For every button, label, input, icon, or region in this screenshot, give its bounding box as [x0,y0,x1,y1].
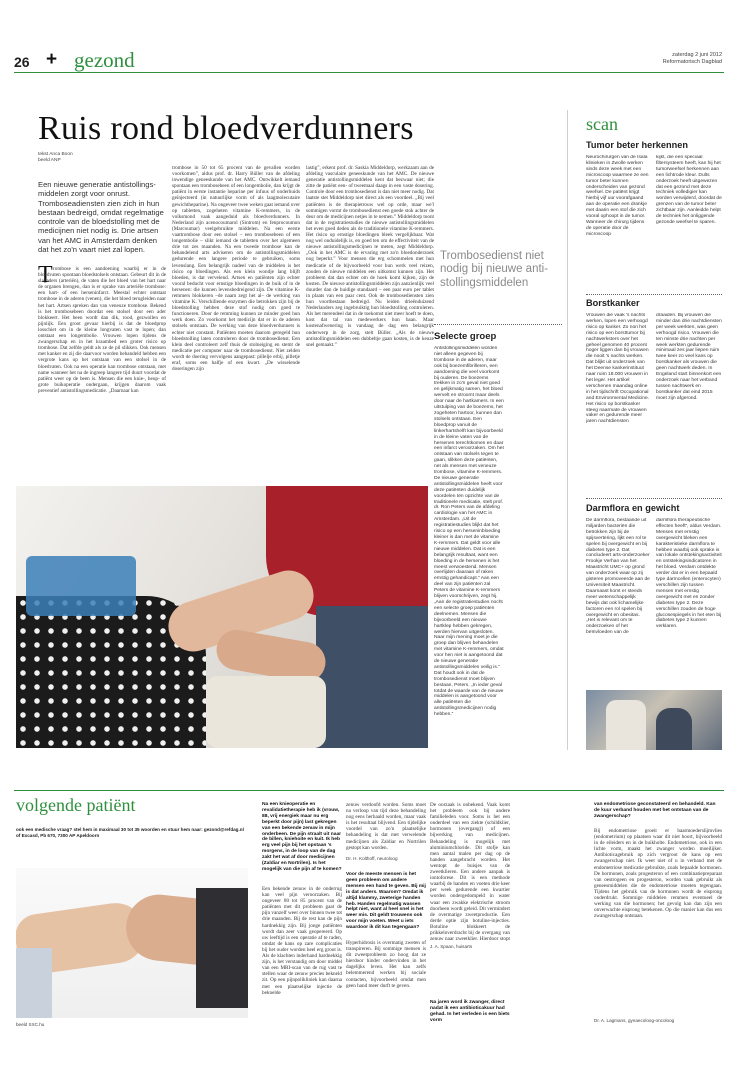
borstkanker-title: Borstkanker [586,298,640,308]
main-photo [16,486,428,748]
body-column-3 [306,165,434,465]
borstkanker-rule [586,294,722,295]
tumor-col-2 [656,155,722,285]
darmflora-col-1-text: De darmflora, bestaande uit miljarden bacteriën die betrokken zijn bij de spijsvertering, lijkt een rol te spelen bij overgewicht en bij diabetes type 2. Dat concludeert arts-onderzoeker Frookje Verhan van het Maastricht UMC+ op grond van onderzoek waar op zij gisteren promoveerde aan de Universiteit Maastricht. Daarnaast komt er steeds meer wetenschappelijk bewijs dat ook lichamelijke factoren een rol spelen bij overgewicht en obesitas. „Het is relevant om te onderzoeken of het beïnvloeden van de [586,518,650,636]
body-column-1-text: rombose is een aandoening waarbij er in de bloedvaten spontaan bloedstolsels ontstaan. Gebeurt dit in de slagaders (arteriën), de vaten die het bloed van het hart naar de organen brengen, dan is er sprake van arteriële trombose: een hart- of een herseninfarct. Meestal echter ontstaat trombose in de aderen (venen), die het bloed terugleiden naar het hart. Artsen spreken dan van veneuze trombose. Bekend is het trombosebeen doordat een stolsel door een ader blokkeert. Het been wordt dan dik, rood, gezwollen en pijnlijk. Een groot gevaar hierbij is dat de bloedprop losschiet om in de kleine longvaten vast te lopen; dan ontstaat een longembolie. Vrouwen lopen tijdens de zwangerschap en in het kraambed een groter risico op trombose. Dat zelfde geldt als ze de pil slikken. Ook mensen met kanker en zij die daarvoor worden behandeld hebben een vergrote kans op het ontstaan van een stolsel in de bloedvaten. Ook na een operatie kan trombose ontstaan, met name wanneer het na de ingreep langere tijd duurt voordat de patiënt weer op de been is. Mensen die een knie-, heup- of grote buikoperatie ondergaan, krijgen daarom vaak preventief antistollingsmedicatie. „Daarnaar kan [38,266,166,394]
page-number: 26 [14,54,30,70]
darmflora-col-2 [656,518,722,706]
body-column-2-text: trombose in 50 tot 65 procent van de gevallen worden voorkomen”, aldus prof. dr. Harry Büller van de afdeling inwendige geneeskunde van het AMC. Ontwikkelt iemand spontaan een trombosebeen of een longembolie, dan krijgt de patiënt in eerste instantie heparine per infuus of onderhuids geïnjecteerd (in natuurlijke vorm of als laagmolecutaire gewichtheparine). Na ongeveer twee weken gaat iemand over op tabletten, zogeheten vitamine K-remmers, in de volksmond vaak aangeduid als bloedverdunners. In Nederland zijn acenocoumarol (Sintrom) en fenprocoumon (Marcoumar) veelgebruikte middelen. Na een eerste vaattrombose door een stolsel – een trombosebeen of een longembolie – slikt iemand de tabletten over het algemeen drie tot zes maanden. Na een tweede trombose kan de behandelend arts adviseren om de antistollingsmiddelen gedurende een langere periode te gebruiken, soms levenslang. Een belangrijk nadeel van de middelen is het risico op bloedingen. Als een klein wondje lang blijft bloeden, is dat vervelend. Artsen en patiënten zijn echter vooral beducht voor ernstige bloedingen in de buik of in de hersenen: die kunnen levensbedreigend zijn. De vitamine K-remmers blokkeren –de naam zegt het al– de werking van vitamine K. Verschillende enzymen die betrokken zijn bij de bloedstolling hebben deze stof nodig om goed te functioneren. Door de remming kunnen ze minder goed hun werk doen. Zo voorkomt het medicijn dat er in de aderen stolsels ontstaan. De werking van deze bloedverdunners is echter niet constant. Patiënten moeten daarom geregeld hun bloedstolling laten controleren door de trombosedienst. Een klein deel controleert zelf thuis de stolneiging en stemt de medicatie per computer naar de trombosedienst. Niet zelden wordt de doering vervolgens aangepast: pillelje erbij, pilletje eraf, soms een halfje of een kwart. „De wisselende doseringen zijn [172,165,300,373]
dropcap: T [38,262,53,288]
darmflora-col-2-text: darmflora therapeutische effecten heeft”, aldus Verdam. Mensen met ernstig overgewicht bleken een karakteristieke darmflora te hebben waarbij ook sprake is van lokale ontstekingsactiviteit en ontstekingsindicatoren in het bloed. Verdam ontdekte verder dat er in een bepaald type darmcellen (enterocyten) verschillen zijn tussen mensen met ernstig overgewicht met en zonder diabetes type 2. Deze verschillen zouden de hoge glucosespiegels in het eten bij diabetes type 2 kunnen verklaren. [656,518,722,630]
answer-3 [594,828,722,1014]
plus-icon: + [46,49,58,70]
answer-3-text: Bij endometriose groeit er baarmoederslijmvlies (endometrium) op plaatsen waar dit niet hoort, bijvoorbeeld in de eileiders en in de buikholte. Endometriose, ook in een lichte vorm, maakt het zwanger worden moeilijker. Antibioticagebruik op zich vergroot de kans op een zwangerschap niet. Ik weet niet of u in verband met de endometriose medicatie gebruikte, zoals bepaalde hormonen. De hormonen, zoals progesteron of een combinatiepreparaat van oestrogeen en progesteron, worden vaak gebruikt als geneesmiddelen die de endometriose moeten tegengaan. Tijdens het gebruik van de hormonen wordt de eisprong onderdrukt. Sommige middelen remmen eventueel de werking van die hormonen; het gevolg kan dan zijn een onverwachte eisprong betekenen. Op die manier kan dus een zwangerschap ontstaan. [594,828,722,920]
borstkanker-col-1-text: Vrouwen die vaak 's nachts werken, lopen een verhoogd risico op kanker. Zo non het risico op een borsttumor bij nachtwerksters over het geheel genomen 40 procent hoger liggen dan bij vrouwen die nooit 's nachts werken. Dat blijkt uit onderzoek van het Deense kankerinstituut naar ruim 18.000 vrouwen in het leger. Het artikel verschenen maandag online in het tijdschrift Occupational and Environmental Medicine. Het risico op borstkanker steeg naarmate de vrouwen vaker en gedurende meer jaren nachtdiensten [586,313,650,425]
tumor-title: Tumor beter herkennen [586,140,688,150]
answer-2b-text: De oorzaak is onbekend. Vaak komt het probleem ook bij andere familieleden voor. Soms is het een onderdeel van een ziekte (schildklier, hormonen (overgang)) of een bijwerking van medicijnen. Behandeling is mogelijk met aluminiumchloride. Dit stofje kan men aantal malen per dag op de handen aangebracht worden. Het wentopt de buisjes van de zweetklieren. Een andere aanpak is iontoforese. Dit is een methode waarbij de handen en voeten drie keer per week gedurende een kwartier worden ondergedompeld in water waar een zwakke elektrische stroom doorheen wordt geleid. Dit vermindert de overmatige zweetproductie. Een derde optie zijn botuline-injecties. Botuline blokkeert de prikkeloverdracht bij de overgang van zenuw naar zweetklier. Hierdoor stopt [430,802,510,942]
body-column-2 [172,165,300,465]
section-title: gezond [74,48,135,72]
answer-2-text: Hyperhidrosis is overmatig zweten of transpireren. Bij sommige mensen is dit zweetprobleem zo hoog dat ze hierdoor hinder ondervinden in het dagelijks leven. Het kan zelfs belemmerend werken bij sociale contacten, bijvoorbeeld omdat men geen hand meer durft te geven. [346,940,426,989]
tumor-col-1-text: Neurochirurgen van de Isala klinieken in Zwolle werken sinds deze week met een microscoop waarmee ze een tumor beter kunnen onderscheiden van gezond weefsel. De patiënt krijgt hierbij vijf uur voorafgaand aan de operatie een drankje met daarin een stof die zich vooral ophoopt in de tumor. Wanneer de chirurg tijdens de operatie door de microscoop [586,155,649,237]
tumor-col-2-text: kijkt, die een speciaal filtersysteem heeft, kan hij het tumorweefsel herkennen aan een lichtrode kleur. Dults onderzoek heeft uitgewezen dat een gezond met deze techniek volledigier kan worden verwijderd, doordat de grenzen van de tumor beter zichtbaar zijn. Aanleidde helpt de techniek het onliggende gezonde weefsel te sparen. [656,155,722,225]
header-paper: Reformatorisch Dagblad [662,59,722,65]
body-column-1 [38,262,166,462]
selecte-text [434,346,504,746]
bottom-rule [14,790,724,791]
answer-1b-text: zenuw verdoofd worden. Soms moet na verloop van tijd deze behandeling nog eens herhaald worden, maar vaak is het resultaat blijvend. Een tijdelijke voordel van zo'n plaatselijke behandeling is dat met verwelende medicijnen als Zaldiar en Nortrilen gestopt kan worden. [346,802,426,851]
darmflora-col-1 [586,518,650,706]
headline: Ruis rond bloedverdunners [38,110,414,147]
body-column-3-text: lastig”, erkent prof. dr. Saskia Middeldorp, werkzaam aan de afdeling vasculaire geneeskunde van het AMC. De nieuwe generatie antistollingsmiddelen kent dat bezwaar niet; die zitte de patiënt een- of tweemaal daags in een vaste dosering. Controle door een trombosedienst is dan niet meer nodig. Dat laatste stet Middeldorp niet direct als een voordeel. „Bij veel patiënten is de therapietrouw wel op orde, maar we'l sommigen vormt de trombosedienst een goede stok achter de deur om de medicijnen netjes in te nemen.” Middeldorp toont dat in de registratiestudies de nieuwe antistollingsmiddelen het even goed deden als de traditionele vitamine K-remmers. Het risico op ernstige bloedingen bleek vergelijkbaar. Wat nog wel onduidelijk is, en goed ten om de effectiviteit van de nieuwe antistollingsmedicijnen te meten, zegt Middeldorp. „Ook in het AMC is de ervaring met zo'n bloedonderzoek nog beperkt.” Voor mensen die erg schommelen met hun medicatie of de bijvoorbeeld voor hun werk veel reizen, zouden de nieuwe middelen een uitkomst kunnen zijn. Het probleem dat dan echter om de hoek komt kijken, zijn de kosten. De nieuwe antistollingsmiddelen zijn aanzienlijk veel duurder dan de huidige standaard – een paar euro per tablet in plaats van een paar cent. Ook de trombosediensten zien hun voortbestaan bedreigd. Nu leiden drieënduizend Nederlanders zeg ingebruiktig hun bloedstolling controleren. Als het merendeel dat in de toekomst niet meer hoeft te doen, kost dat tal van medewerkers hun baan. Maar kostenafwenering is vandaag de dag een belangrijk onderwerp in de zorg, stelt Büller. „Als de nieuwe antistollingsmiddelen een dubbeltje gaan kosten, is de keuze snel gemaakt.” [306,165,434,348]
question-3b: van endometriose geconstateerd en behandeld. Kan de kuur verband houden met het ontstaan van de zwangerschap? [594,802,716,819]
bottom-section-title: volgende patiënt [16,795,136,815]
handshake-credit: beeld SXC.hu [16,1022,45,1027]
borstkanker-col-2-text: draaiden. Bij vrouwen die minder dan drie nachtdiensten per week werkten, was geen verhoogd risico. Vrouwen die ten minste drie nachten per week werkten gedurende minimaal zes jaar liepen ruim twee keer zo veel kans op borstkanker als vrouwen die geen nachtwerk deden. In Engeland start binnenkort een onderzoek naar het verband tussen nachtwerk en borstkanker dat eind 2015 moet zijn afgerond. [656,313,722,401]
selecte-text-body: Antistollingsmiddelen worden niet alleen gegeven bij trombose in de aderen, maar ook bij boezemfibrilleren, een aandoening die veel voorkomt bij ouderen. De boezems trekken in zo'n geval niet goed en gelijkmatig samen, het bloed wervelt en stroomt maar deels door naar de hartkamers. In een uitstulping van de boezems, het zogeheten hartoor, kunnen dan stolsels ontstaan. Een bloedprop vanuit de linkerhartshelft kan bijvoorbeeld in de kleine vaten van de hersenen terechtkomen en daar een infarct veroorzaken. Om het ontstaan van stolsels tegen te gaan, slikken deze patiënten, net als mensen met veneuze trombose, vitamine K-remmers. De nieuwe generatie antistollingsmiddelen heeft voor deze patiënten duidelijk voordelen ten opzichte van de traditionele medicatie, stelt prof. dr. Ron Peters van de afdeling cardiologie van het AMC in Amsterdam. „Uit de registratiestudies blijkt dat het risico op een herseninbloeding kleiner is dan met de vitamine K-remmers. Dat geldt voor alle nieuwe middelen. Dat is een belangrijk resultaat, want een bloeding in de hersenen is het meest verwoestend. Mensen overlijden daaraan of raken ernstig gehandicapt.” Aan een deel van zijn patiënten zal Peters de vitamine K-remmers blijven voorschrijven, zegt hij. „Aan de registratiestudies nocht een selecte groep patiënten deelnemen. Mensen die bijvoorbeeld een nieuwe hartklep hebben gekregen, werden hiervan uitgesloten. Naar mijn mening moet je die groep dan blijven behandelen met vitamine K-remmers, omdat voor hen niet is aangetoond dat de nieuwe generatie antistollingsmiddelen veilig is.” Dat houdt ook in dat de trombosedienst moet blijven bestaan, Peters. „In ieder geval totdat de waarde van de nieuwe middelen is aangetoond voor alle patiënten die antistollingsmedicijnen nodig hebben.” [434,346,504,718]
signature-2: J. A. Spaan, huisarts [430,944,473,949]
selecte-title: Selecte groep [434,331,497,342]
answer-2 [346,940,426,1035]
borstkanker-col-2 [656,313,722,483]
answer-1 [262,886,342,1036]
byline: tekst Anca Boon [38,152,73,157]
darmflora-photo [586,690,722,750]
borstkanker-col-1 [586,313,650,483]
answer-1b [346,802,426,852]
pullquote: Trombosedienst niet nodig bij nieuwe anti-stollingsmiddelen [440,250,549,289]
signature-3: Dr. A. Lagmans, gynaecoloog-oncoloog [594,1018,675,1023]
signature-1: Dr. H. Kolthoff, neuroloog [346,856,398,861]
darmflora-title: Darmflora en gewicht [586,503,680,513]
answer-2b [430,802,510,942]
darmflora-rule [586,498,722,499]
tumor-col-1 [586,155,650,285]
header-date: zaterdag 2 juni 2012 [672,52,722,58]
photo-credit: beeld ANP [38,158,61,163]
question-2: Voor de meeste mensen is het geen probleem om andere mensen een hand te geven. Bij mij is dat anders. Waarom? Omdat ik altijd klammy, zweterige handen heb. Handen regelmatig wassen helpt niet, want al heel snel is het weer mis. Dit geldt trouwens ook voor mijn voeten. Weet u iets waardoor ik dit kan tegengaan? [346,872,426,931]
question-3: Na jaren word ik zwanger, direct nadat ik een antibioticakuur had gehad. In het verleden is een biets vorm [430,1000,510,1023]
selecte-dotted-rule [434,324,562,325]
scan-divider [567,110,568,750]
intro: Een nieuwe generatie antistollings-middelen zorgt voor onrust. Tromboseadiensten zien zich in hun bestaan bedreigd, omdat regelmatige controle van de bloedstolling met de medicijnen niet nodig is. Drie artsen van het AMC in Amsterdam denken dat het zo'n vaart niet zal lopen. [38,180,164,255]
bottom-contact: ook een medische vraag? stel hem in maximaal 30 tot 35 woorden en stuur hem naar: gezond@refdag.nl of Excasd, Pb 670, 7300 AP Apeldoorn [16,827,244,838]
question-1: Na een knieoperatie en revalidatietherapie heb ik (vrouw, 88, vrij energiek maar nu erg beperkt door pijn) last gekregen van een bekende zenuw in mijn onderbeen. De pijn straalt uit naar de billen, kniehoite en kuit. Ik heb erg veel pijn bij het opstaan 's morgens, in de loop van de dag zakt het wat af door medicijnen (Zaldiar en Nortrilen). Is het mogelijk van die pijn af te komen? [262,802,342,872]
header-rule [14,72,724,73]
scan-label: scan [586,114,618,134]
handshake-photo [16,868,248,1018]
answer-1-text: Een bekende zenuw in de onderrug kan veel pijn veroorzaken. Bij ongeveer 80 tot 85 procent van de patiënten met dit probleem gaat de pijn vanzelf weer over binnen twee tot drie maanden. Bij de rest kan de pijn hardnekkig zijn. Bij jonge patiënten wordt dan zeer vaak geopereerd. Op uw leeftijd is een operatie af te raden, omdat de kans op zare complicaties bij het ouder worden heel erg groot is. Als de klachten inderhand hardnekkig zijn, is het verstandig om door middel van een MRI-scan van de rug vast te stellen waar de zenuw precies bekneld zit. Op een pijnpolikliniek kan daarna met een plaatselijke injectie de beknelde [262,886,342,996]
